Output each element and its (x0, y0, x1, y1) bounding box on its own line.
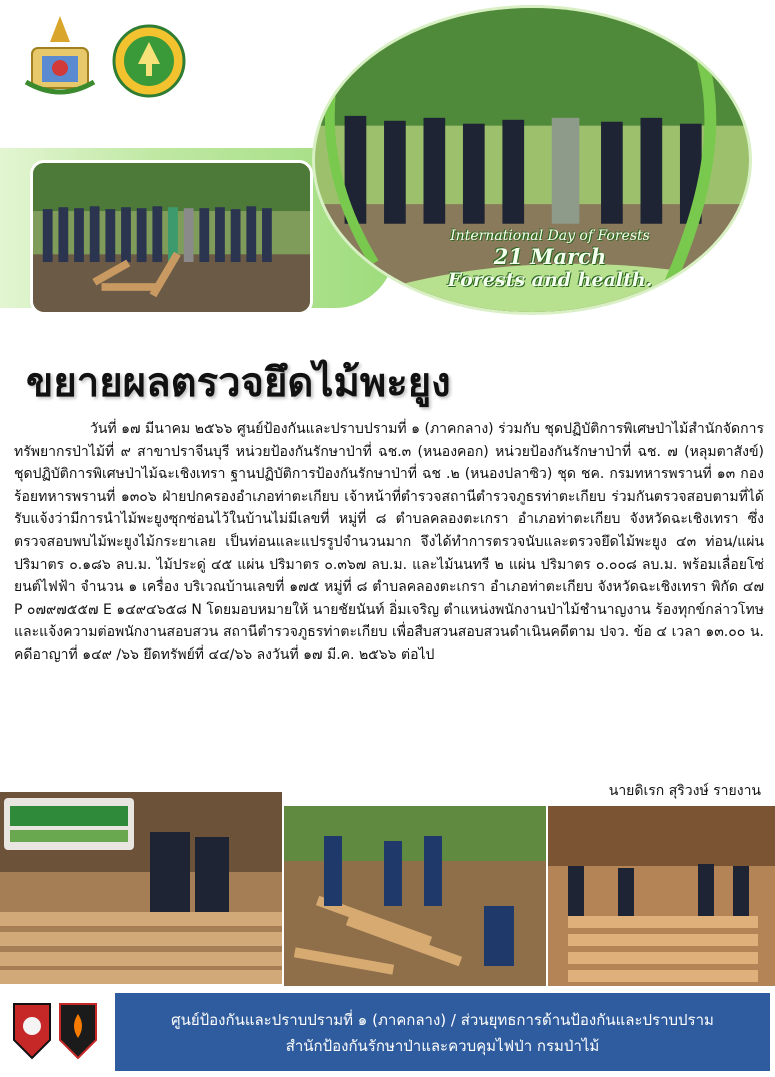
wood-inspection-photo-2 (284, 806, 546, 986)
team-photo-with-seized-wood (30, 160, 313, 315)
reporter-credit: นายดิเรก สุริวงษ์ รายงาน (608, 783, 761, 799)
wood-inspection-photo-1 (0, 792, 282, 984)
footer-line-1: ศูนย์ป้องกันและปราบปรามที่ ๑ (ภาคกลาง) / ส่วนยุทธการด้านป้องกันและปราบปราม (171, 1011, 714, 1029)
footer-agency-bar (115, 993, 770, 1071)
banner-line-1: International Day of Forests (450, 228, 650, 244)
wood-inspection-photo-3 (548, 806, 775, 986)
forest-day-banner (425, 228, 675, 291)
news-body-paragraph: วันที่ ๑๗ มีนาคม ๒๕๖๖ ศูนย์ป้องกันและปราบปรามที่ ๑ (ภาคกลาง) ร่วมกับ ชุดปฏิบัติการพิเศษป่าไม้สำนักจัดการทรัพยากรป่าไม้ที่ ๙ สาขาปราจีนบุรี หน่วยป้องกันรักษาป่าที่ ฉช.๓ (หนองคอก) หน่วยป้องกันรักษาป่าที่ ฉช. ๗ (หลุมตาสังข์) ชุดปฏิบัติการพิเศษป่าไม้ฉะเชิงเทรา ฐานปฏิบัติการป้องกันรักษาป่าที่ ฉช .๒ (หนองปลาซิว) ชุด ชค. กรมทหารพรานที่ ๑๓ กองร้อยทหารพรานที่ ๑๓๐๖ ฝ่ายปกครองอำเภอท่าตะเกียบ เจ้าหน้าที่ตำรวจสถานีตำรวจภูธรท่าตะเกียบ ร่วมกันตรวจสอบตามที่ได้รับแจ้งว่ามีการนำไม้พะยูงซุกซ่อนไว้ในบ้านไม่มีเลขที่ หมู่ที่ ๘ ตำบลคลองตะเกรา อำเภอท่าตะเกียบ จังหวัดฉะเชิงเทรา ซึ่งตรวจสอบพบไม้พะยูงไม้กระยาเลย เป็นท่อนและแปรรูปจำนวนมาก จึงได้ทำการตรวจนับและตรวจยึดไม้พะยูง ๔๓ ท่อน/แผ่น ปริมาตร ๐.๑๘๖ ลบ.ม. ไม้ประดู่ ๔๕ แผ่น ปริมาตร ๐.๓๖๗ ลบ.ม. และไม้นนทรี ๒ แผ่น ปริมาตร ๐.๐๐๘ ลบ.ม. พร้อมเลื่อยโซ่ยนต์ไฟฟ้า จำนวน ๑ เครื่อง บริเวณบ้านเลขที่ ๑๗๕ หมู่ที่ ๘ ตำบลคลองตะเกรา อำเภอท่าตะเกียบ จังหวัดฉะเชิงเทรา พิกัด ๔๗ P ๐๗๙๗๕๕๗ E ๑๔๙๔๖๕๘ N โดยมอบหมายให้ นายชัยนันท์ อิ่มเจริญ ตำแหน่งพนักงานป่าไม้ชำนาญงาน ร้องทุกข์กล่าวโทษและแจ้งความต่อพนักงานสอบสวน สถานีตำรวจภูธรท่าตะเกียบ เพื่อสืบสวนสอบสวนดำเนินคดีตาม ปจว. ข้อ ๔ เวลา ๑๓.๐๐ น. คดีอาญาที่ ๑๔๙ /๖๖ ยึดทรัพย์ที่ ๔๔/๖๖ ลงวันที่ ๑๗ มี.ค. ๒๕๖๖ ต่อไป (14, 421, 764, 663)
banner-line-3: Forests and health. (447, 269, 653, 291)
footer-line-2: สำนักป้องกันรักษาป่าและควบคุมไฟป่า กรมป่าไม้ (285, 1037, 600, 1055)
banner-line-2: 21 March (493, 244, 607, 269)
royal-forest-department-logo (112, 24, 186, 98)
unit-emblems (10, 1000, 100, 1062)
page-title: ขยายผลตรวจยึดไม้พะยูง (26, 360, 451, 406)
ministry-emblem-logo (18, 12, 102, 98)
